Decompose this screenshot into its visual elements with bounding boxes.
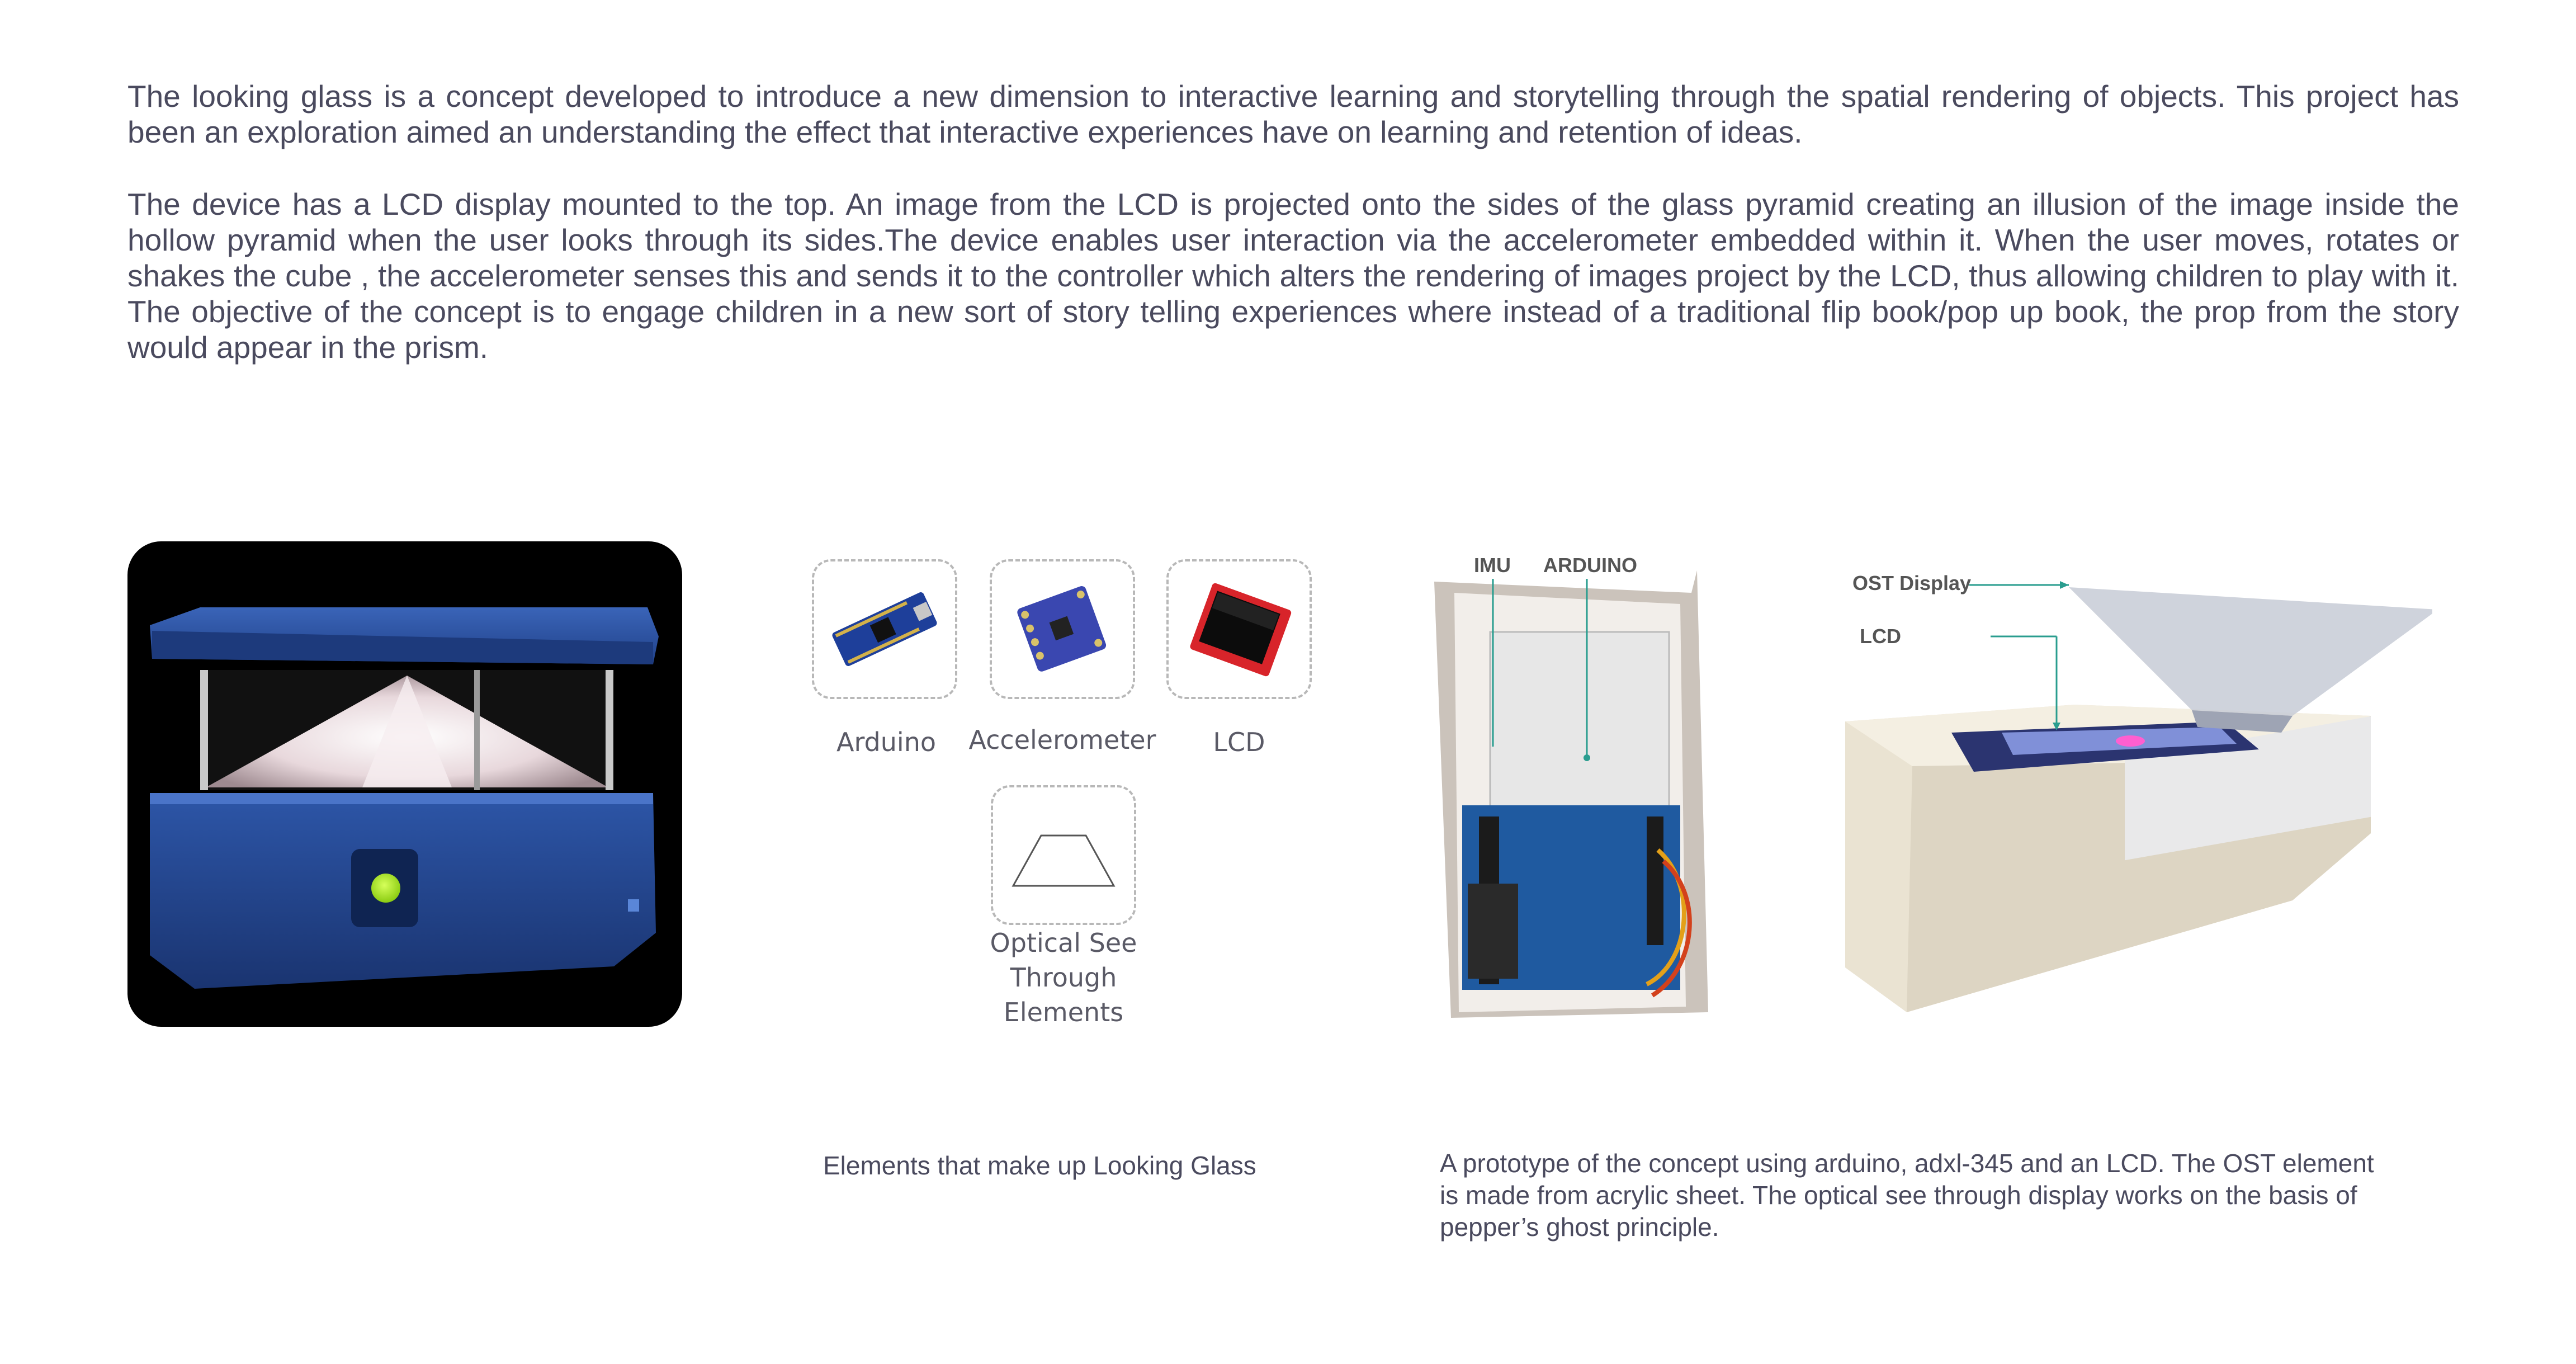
arduino-card (812, 559, 957, 699)
ost-label-line-2: Elements (1003, 997, 1124, 1027)
prototype-caption-line-1: A prototype of the concept using arduino, adxl-345 and an LCD. The OST element (1440, 1149, 2374, 1178)
prototype-caption-line-3: pepper’s ghost principle. (1440, 1212, 1719, 1242)
ost-label-line-1: Optical See Through (990, 928, 1137, 993)
accelerometer-card (990, 559, 1135, 699)
prototype-caption-line-2: is made from acrylic sheet. The optical see through display works on the basis of (1440, 1181, 2357, 1210)
intro-paragraph-1: The looking glass is a concept developed to introduce a new dimension to interactive learning and storytelling through the spatial rendering of objects. This project has been an exploration aimed an understanding the effect that interactive experiences have on learning and retention of ideas. (127, 79, 2459, 149)
ost-display-callout: OST Display (1852, 572, 1972, 594)
prototype-caption (1440, 1148, 2374, 1243)
accelerometer-board-icon (992, 561, 1133, 697)
components-caption: Elements that make up Looking Glass (823, 1151, 1256, 1180)
accelerometer-label: Accelerometer (968, 725, 1156, 755)
lcd-card (1166, 559, 1312, 699)
lcd-callout: LCD (1860, 625, 1901, 648)
lcd-label: LCD (1213, 727, 1265, 757)
assembled-callout-lines (1968, 576, 2080, 738)
intro-paragraph-2: The device has a LCD display mounted to the top. An image from the LCD is projected onto the sides of the glass pyramid creating an illusion of the image inside the hollow pyramid when the user looks through its sides.The device enables user interaction via the accelerometer embedded within it. When the user moves, rotates or shakes the cube , the accelerometer senses this and sends it to the controller which alters the rendering of images project by the LCD, thus allowing children to play with it. The objective of the concept is to engage children in a new sort of story telling experiences where instead of a traditional flip book/pop up book, the prop from the story would appear in the prism. (127, 187, 2459, 365)
arduino-label: Arduino (836, 727, 936, 757)
trapezoid-prism-icon (993, 787, 1134, 923)
arduino-board-icon (814, 561, 955, 697)
ost-label (946, 926, 1181, 1030)
arduino-callout: ARDUINO (1543, 554, 1637, 577)
ost-card (991, 785, 1136, 925)
lcd-module-icon (1169, 561, 1310, 697)
internals-callout-lines (1487, 579, 1599, 769)
prototype-assembled-photo (1834, 565, 2432, 1023)
imu-callout: IMU (1474, 554, 1511, 577)
looking-glass-render (127, 541, 682, 1027)
